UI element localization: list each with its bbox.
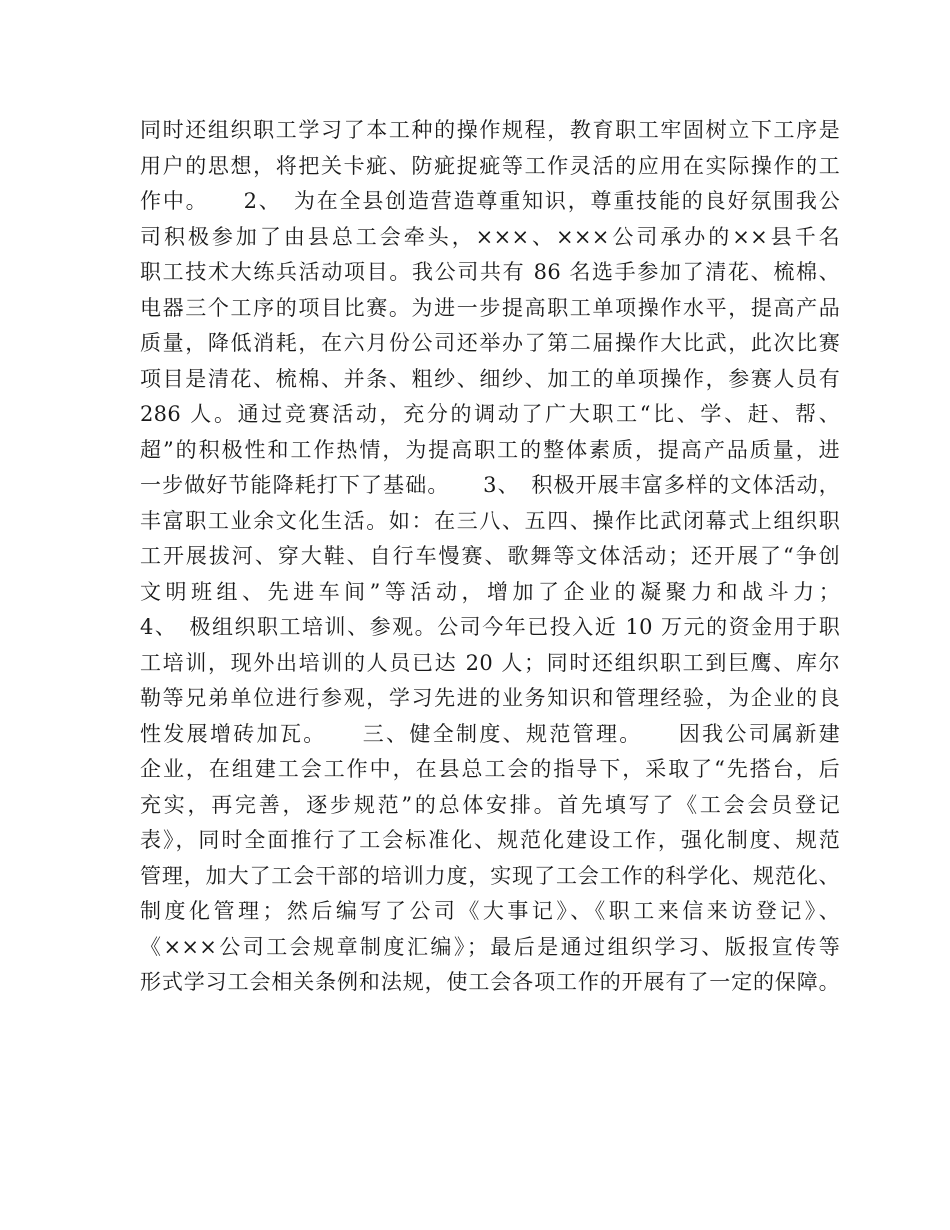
text-line: 质量，降低消耗，在六月份公司还举办了第二届操作大比武，此次比赛 [140,331,840,355]
body-text [140,113,840,1001]
text-line: 一步做好节能降耗打下了基础。 3、 积极开展丰富多样的文体活动， [140,473,840,497]
text-line: 工开展拔河、穿大鞋、自行车慢赛、歌舞等文体活动；还开展了“争创 [140,544,840,568]
text-line: 286 人。通过竞赛活动，充分的调动了广大职工“比、学、赶、帮、 [140,402,840,426]
text-line: 同时还组织职工学习了本工种的操作规程，教育职工牢固树立下工序是 [140,118,840,142]
text-line: 勒等兄弟单位进行参观，学习先进的业务知识和管理经验，为企业的良 [140,686,840,710]
text-line: 丰富职工业余文化生活。如：在三八、五四、操作比武闭幕式上组织职 [140,508,840,533]
text-line: 形式学习工会相关条例和法规，使工会各项工作的开展有了一定的保障。 [140,970,840,994]
text-line: 司积极参加了由县总工会牵头，×××、×××公司承办的××县千名 [140,224,840,249]
text-line: 超”的积极性和工作热情，为提高职工的整体素质，提高产品质量，进 [140,437,840,462]
text-line: 4、 极组织职工培训、参观。公司今年已投入近 10 万元的资金用于职 [140,615,840,639]
text-line: 企业，在组建工会工作中，在县总工会的指导下，采取了“先搭台，后 [140,757,840,781]
text-line: 用户的思想，将把关卡疵、防疵捉疵等工作灵活的应用在实际操作的工 [140,153,840,178]
text-line: 作中。 2、 为在全县创造营造尊重知识，尊重技能的良好氛围我公 [140,189,840,213]
text-line: 充实，再完善，逐步规范”的总体安排。首先填写了《工会会员登记 [140,792,840,817]
text-line: 项目是清花、梳棉、并条、粗纱、细纱、加工的单项操作，参赛人员有 [140,366,840,391]
text-line: 制度化管理；然后编写了公司《大事记》、《职工来信来访登记》、 [140,899,840,923]
text-line: 工培训，现外出培训的人员已达 20 人；同时还组织职工到巨鹰、库尔 [140,650,840,675]
text-line: 表》，同时全面推行了工会标准化、规范化建设工作，强化制度、规范 [140,828,840,852]
text-line: 文明班组、先进车间”等活动，增加了企业的凝聚力和战斗力； [140,579,840,604]
text-line: 电器三个工序的项目比赛。为进一步提高职工单项操作水平，提高产品 [140,295,840,320]
text-line: 管理，加大了工会干部的培训力度，实现了工会工作的科学化、规范化、 [140,863,840,888]
text-line: 《×××公司工会规章制度汇编》；最后是通过组织学习、版报宣传等 [140,934,840,959]
text-line: 性发展增砖加瓦。 三、健全制度、规范管理。 因我公司属新建 [140,721,840,746]
text-line: 职工技术大练兵活动项目。我公司共有 86 名选手参加了清花、梳棉、 [140,260,840,284]
